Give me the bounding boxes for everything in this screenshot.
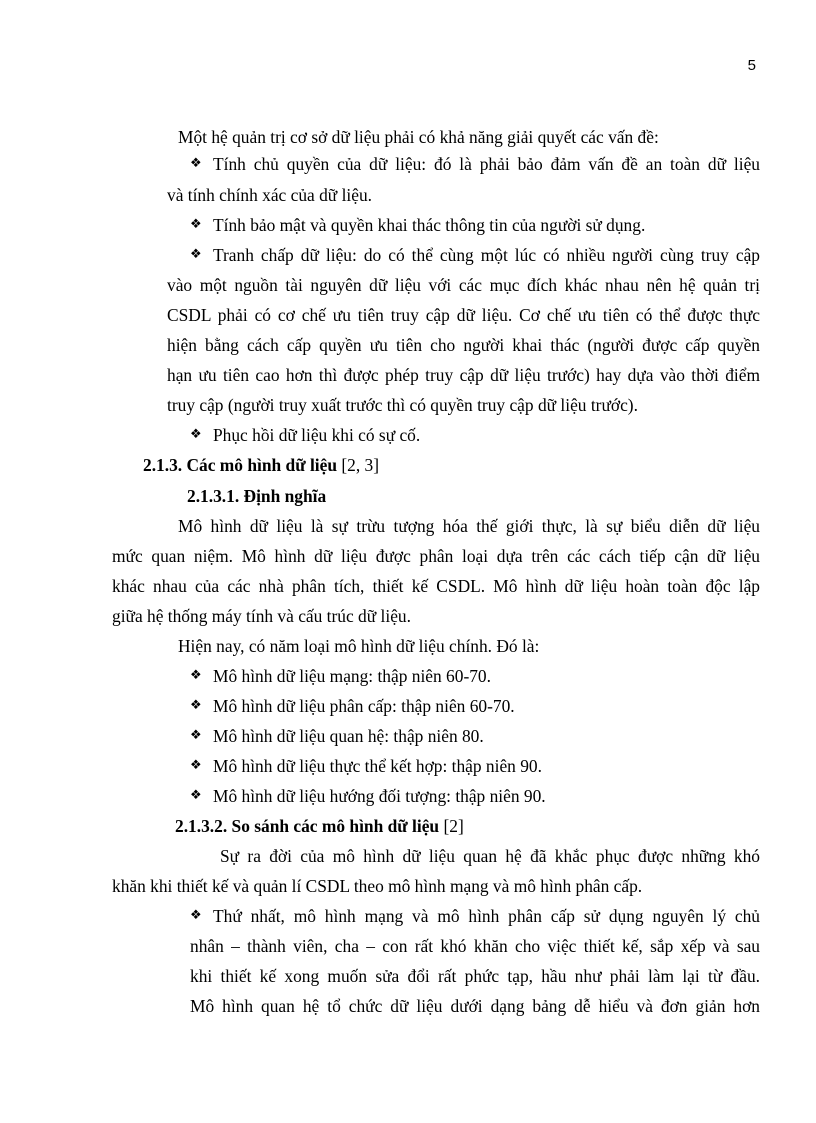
bullet-icon: ❖ (190, 728, 202, 743)
bullet-icon: ❖ (190, 217, 202, 232)
paragraph-line: Tranh chấp dữ liệu: do có thể cùng một lúc có nhiều người cùng truy cập (213, 245, 760, 265)
paragraph-line: Sự ra đời của mô hình dữ liệu quan hệ đã khắc phục được những khó (220, 846, 760, 866)
paragraph-line: Mô hình dữ liệu là sự trừu tượng hóa thế giới thực, là sự biểu diễn dữ liệu (178, 516, 760, 536)
list-item: Mô hình dữ liệu mạng: thập niên 60-70. (213, 666, 491, 686)
bullet-icon: ❖ (190, 698, 202, 713)
paragraph-line: nhân – thành viên, cha – con rất khó khăn cho việc thiết kế, sắp xếp và sau (190, 936, 760, 956)
paragraph-line: Hiện nay, có năm loại mô hình dữ liệu chính. Đó là: (178, 636, 540, 656)
subsection-heading (175, 816, 464, 836)
list-item: Mô hình dữ liệu hướng đối tượng: thập niên 90. (213, 786, 546, 806)
paragraph-line: và tính chính xác của dữ liệu. (167, 185, 373, 205)
paragraph-line: hạn ưu tiên cao hơn thì được phép truy cập dữ liệu trước) hay dựa vào thời điểm (167, 365, 760, 385)
paragraph-line: truy cập (người truy xuất trước thì có quyền truy cập dữ liệu trước). (167, 395, 638, 415)
paragraph-line: khăn khi thiết kế và quản lí CSDL theo mô hình mạng và mô hình phân cấp. (112, 876, 643, 896)
paragraph-line: Tính bảo mật và quyền khai thác thông tin của người sử dụng. (213, 215, 646, 235)
paragraph-line: Phục hồi dữ liệu khi có sự cố. (213, 425, 421, 445)
bullet-icon: ❖ (190, 908, 202, 923)
bullet-icon: ❖ (190, 668, 202, 683)
heading-text: 2.1.3.2. So sánh các mô hình dữ liệu (175, 816, 440, 836)
paragraph-line: Tính chủ quyền của dữ liệu: đó là phải bảo đảm vấn đề an toàn dữ liệu (213, 154, 760, 174)
paragraph-line: khác nhau của các nhà phân tích, thiết kế CSDL. Mô hình dữ liệu hoàn toàn độc lập (112, 576, 760, 596)
subsection-heading: 2.1.3.1. Định nghĩa (187, 486, 327, 506)
citation: [2] (439, 816, 464, 836)
paragraph-line: Mô hình quan hệ tổ chức dữ liệu dưới dạng bảng dễ hiểu và đơn giản hơn (190, 996, 760, 1016)
list-item: Mô hình dữ liệu thực thể kết hợp: thập niên 90. (213, 756, 542, 776)
paragraph-line: giữa hệ thống máy tính và cấu trúc dữ liệu. (112, 606, 411, 626)
paragraph-line: Thứ nhất, mô hình mạng và mô hình phân cấp sử dụng nguyên lý chủ (213, 906, 760, 926)
citation: [2, 3] (337, 455, 380, 475)
page-number: 5 (747, 57, 756, 74)
bullet-icon: ❖ (190, 427, 202, 442)
paragraph-line: khi thiết kế xong muốn sửa đổi rất phức tạp, hầu như phải làm lại từ đầu. (190, 966, 760, 986)
bullet-icon: ❖ (190, 156, 202, 171)
list-item: Mô hình dữ liệu quan hệ: thập niên 80. (213, 726, 484, 746)
section-heading (143, 455, 379, 475)
bullet-icon: ❖ (190, 788, 202, 803)
paragraph-line: vào một nguồn tài nguyên dữ liệu với các mục đích khác nhau nên hệ quản trị (167, 275, 760, 295)
bullet-icon: ❖ (190, 247, 202, 262)
paragraph-line: mức quan niệm. Mô hình dữ liệu được phân loại dựa trên các cách tiếp cận dữ liệu (112, 546, 760, 566)
paragraph-line: Một hệ quản trị cơ sở dữ liệu phải có khả năng giải quyết các vấn đề: (178, 127, 659, 147)
list-item: Mô hình dữ liệu phân cấp: thập niên 60-70. (213, 696, 515, 716)
paragraph-line: CSDL phải có cơ chế ưu tiên truy cập dữ liệu. Cơ chế ưu tiên có thể được thực (167, 305, 760, 325)
heading-text: 2.1.3. Các mô hình dữ liệu (143, 455, 338, 475)
bullet-icon: ❖ (190, 758, 202, 773)
paragraph-line: hiện bằng cách cấp quyền ưu tiên cho người khai thác (người được cấp quyền (167, 335, 760, 355)
